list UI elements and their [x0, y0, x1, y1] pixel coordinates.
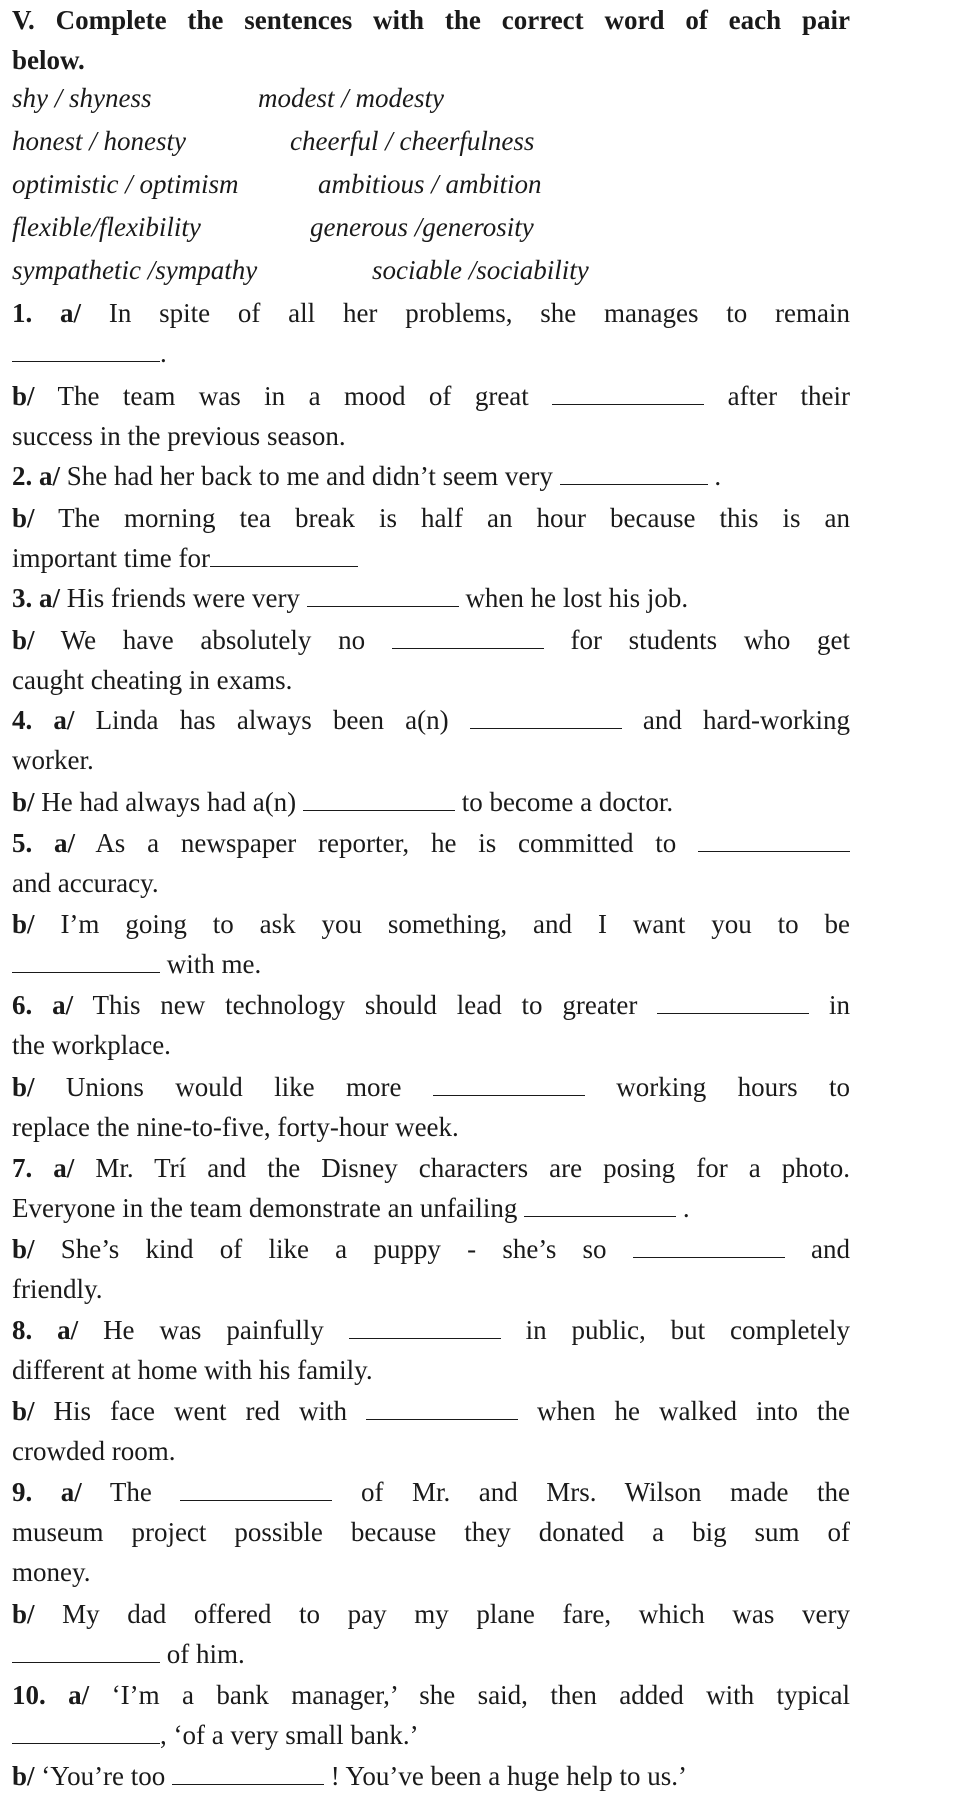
question-number: 3. a/	[12, 583, 61, 613]
answer-blank[interactable]	[633, 1231, 785, 1258]
question-9b	[12, 1594, 850, 1674]
question-text: He had always had a(n)	[41, 787, 297, 817]
question-text: crowded room.	[12, 1436, 176, 1466]
question-5b	[12, 904, 850, 984]
question-3a	[12, 578, 850, 618]
question-5a	[12, 823, 850, 903]
question-text: worker.	[12, 745, 94, 775]
answer-blank[interactable]	[349, 1312, 501, 1339]
question-text: of him.	[166, 1639, 245, 1669]
answer-blank[interactable]	[524, 1190, 676, 1217]
question-number: 7. a/	[12, 1153, 75, 1183]
answer-blank[interactable]	[172, 1758, 324, 1785]
question-b-label: b/	[12, 381, 35, 411]
answer-blank[interactable]	[470, 702, 622, 729]
word-pair: shy / shyness	[12, 83, 152, 113]
answer-blank[interactable]	[12, 335, 160, 362]
question-number: 2. a/	[12, 461, 61, 491]
question-text: ! You’ve been a huge help to us.’	[330, 1761, 687, 1791]
question-text: Everyone in the team demonstrate an unfailing	[12, 1193, 518, 1223]
question-text: Linda has always been a(n)	[95, 705, 449, 735]
heading-line-2: below.	[12, 45, 85, 75]
question-b-label: b/	[12, 503, 35, 533]
answer-blank[interactable]	[560, 458, 708, 485]
question-text: We have absolutely no	[60, 625, 366, 655]
word-pair: generous /generosity	[310, 212, 534, 242]
question-text: friendly.	[12, 1274, 103, 1304]
question-4b	[12, 782, 850, 822]
question-text: As a newspaper reporter, he is committed to	[95, 828, 677, 858]
question-text: She’s kind of like a puppy - she’s so	[60, 1234, 607, 1264]
question-text: success in the previous season.	[12, 421, 346, 451]
question-10b	[12, 1756, 850, 1796]
question-1b	[12, 376, 850, 456]
question-text: important time for	[12, 543, 210, 573]
question-text: of Mr. and Mrs. Wilson made the	[360, 1477, 851, 1507]
question-text: when he walked into the	[537, 1396, 850, 1426]
question-text: Unions would like more	[65, 1072, 402, 1102]
question-10a	[12, 1675, 850, 1755]
question-text: , ‘of a very small bank.’	[160, 1720, 419, 1750]
question-9a	[12, 1472, 850, 1592]
question-text: This new technology should lead to greater	[92, 990, 638, 1020]
answer-blank[interactable]	[12, 1636, 160, 1663]
word-pair: sympathetic /sympathy	[12, 255, 258, 285]
question-text: and hard-working	[642, 705, 850, 735]
question-7a	[12, 1148, 850, 1228]
question-number: 4. a/	[12, 705, 75, 735]
question-b-label: b/	[12, 1396, 35, 1426]
question-text: in public, but completely	[525, 1315, 851, 1345]
question-text: ‘You’re too	[41, 1761, 166, 1791]
question-text: ‘I’m a bank manager,’ she said, then added with typical	[111, 1680, 850, 1710]
question-text: .	[160, 338, 167, 368]
word-pair: flexible/flexibility	[12, 212, 201, 242]
answer-blank[interactable]	[552, 378, 704, 405]
question-text: money.	[12, 1557, 91, 1587]
word-pair: ambitious / ambition	[318, 169, 542, 199]
answer-blank[interactable]	[12, 1717, 160, 1744]
question-number: 6. a/	[12, 990, 74, 1020]
question-8b	[12, 1391, 850, 1471]
question-2b	[12, 498, 850, 578]
question-text: museum project possible because they donated a big sum of	[12, 1517, 850, 1547]
question-text: for students who get	[570, 625, 851, 655]
question-text: the workplace.	[12, 1030, 171, 1060]
answer-blank[interactable]	[12, 946, 160, 973]
question-b-label: b/	[12, 1072, 35, 1102]
question-text: .	[714, 461, 722, 491]
question-b-label: b/	[12, 1599, 35, 1629]
question-text: The morning tea break is half an hour because this is an	[58, 503, 850, 533]
question-text: .	[682, 1193, 690, 1223]
answer-blank[interactable]	[303, 784, 455, 811]
answer-blank[interactable]	[392, 622, 544, 649]
question-text: I’m going to ask you something, and I want you to be	[60, 909, 851, 939]
word-pair: sociable /sociability	[372, 255, 589, 285]
answer-blank[interactable]	[307, 580, 459, 607]
question-text: Mr. Trí and the Disney characters are posing for a photo.	[95, 1153, 850, 1183]
question-text: The team was in a mood of great	[57, 381, 529, 411]
question-6b	[12, 1067, 850, 1147]
question-text: to become a doctor.	[461, 787, 674, 817]
question-1a	[12, 293, 850, 373]
question-b-label: b/	[12, 625, 35, 655]
question-text: in	[829, 990, 851, 1020]
question-text: different at home with his family.	[12, 1355, 373, 1385]
heading-line-1: V. Complete the sentences with the correct word of each pair	[12, 5, 850, 35]
word-pair: cheerful / cheerfulness	[290, 126, 535, 156]
question-8a	[12, 1310, 850, 1390]
question-b-label: b/	[12, 1234, 35, 1264]
question-text: She had her back to me and didn’t seem very	[66, 461, 553, 491]
question-text: His face went red with	[53, 1396, 347, 1426]
word-pair: modest / modesty	[258, 83, 444, 113]
question-number: 1. a/	[12, 298, 82, 328]
question-text: caught cheating in exams.	[12, 665, 293, 695]
question-2a	[12, 456, 850, 496]
question-b-label: b/	[12, 909, 35, 939]
question-text: In spite of all her problems, she manages to remain	[108, 298, 851, 328]
question-text: My dad offered to pay my plane fare, which was very	[62, 1599, 851, 1629]
question-b-label: b/	[12, 787, 35, 817]
exercise-heading	[12, 0, 850, 80]
question-7b	[12, 1229, 850, 1309]
answer-blank[interactable]	[210, 540, 358, 567]
question-text: with me.	[166, 949, 262, 979]
word-pair: optimistic / optimism	[12, 169, 239, 199]
question-text: and	[811, 1234, 851, 1264]
question-number: 9. a/	[12, 1477, 82, 1507]
question-text: His friends were very	[66, 583, 300, 613]
question-number: 10. a/	[12, 1680, 90, 1710]
answer-blank[interactable]	[180, 1474, 332, 1501]
question-text: replace the nine-to-five, forty-hour week.	[12, 1112, 459, 1142]
question-6a	[12, 985, 850, 1065]
question-number: 8. a/	[12, 1315, 79, 1345]
question-3b	[12, 620, 850, 700]
answer-blank[interactable]	[433, 1069, 585, 1096]
question-text: The	[109, 1477, 152, 1507]
answer-blank[interactable]	[657, 987, 809, 1014]
question-text: He was painfully	[103, 1315, 324, 1345]
question-4a	[12, 700, 850, 780]
question-b-label: b/	[12, 1761, 35, 1791]
question-number: 5. a/	[12, 828, 76, 858]
question-text: after their	[727, 381, 850, 411]
question-text: and accuracy.	[12, 868, 159, 898]
answer-blank[interactable]	[698, 825, 850, 852]
answer-blank[interactable]	[366, 1393, 518, 1420]
word-pair: honest / honesty	[12, 126, 186, 156]
question-text: working hours to	[616, 1072, 850, 1102]
question-text: when he lost his job.	[465, 583, 689, 613]
